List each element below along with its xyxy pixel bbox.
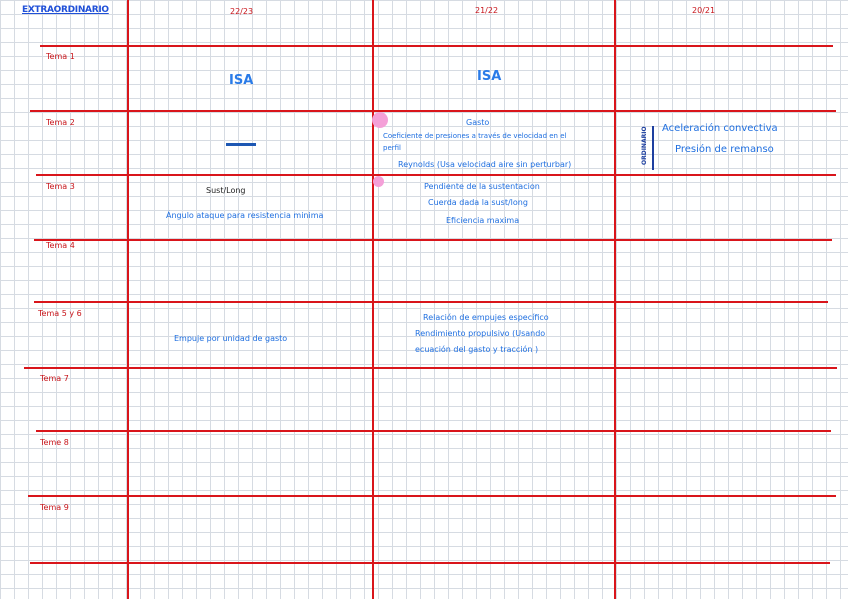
row-divider-1 <box>40 45 833 47</box>
row-label-tema-5-6: Tema 5 y 6 <box>38 309 82 318</box>
row-divider-2 <box>30 110 836 112</box>
row-divider-7 <box>36 430 831 432</box>
row-label-tema-7: Tema 7 <box>40 374 69 383</box>
cell-tema56-2122-rend-line2: ecuación del gasto y tracción ) <box>415 345 539 354</box>
row-label-tema-9: Tema 9 <box>40 503 69 512</box>
cell-tema56-2122-rend-line1: Rendimiento propulsivo (Usando <box>415 329 546 338</box>
column-header-2122: 21/22 <box>475 6 499 15</box>
highlight-dot <box>372 112 388 128</box>
cell-tema56-2122-relacion: Relación de empujes específico <box>423 313 549 322</box>
row-label-tema-4: Tema 4 <box>46 241 75 250</box>
cell-tema3-2223-angulo: Ángulo ataque para resistencia minima <box>166 211 324 220</box>
row-divider-4 <box>34 239 832 241</box>
row-divider-6 <box>24 367 837 369</box>
cell-tema3-2122-pendiente: Pendiente de la sustentacion <box>424 182 540 191</box>
column-divider-1 <box>127 0 129 599</box>
column-divider-3 <box>614 0 616 599</box>
cell-tema3-2122-eficiencia: Eficiencia maxima <box>446 216 520 225</box>
row-divider-3 <box>36 174 836 176</box>
highlight-dot-small <box>373 176 384 187</box>
column-header-2223: 22/23 <box>230 7 254 16</box>
row-label-tema-1: Tema 1 <box>46 52 75 61</box>
row-label-tema-8: Teme 8 <box>40 438 69 447</box>
cell-tema3-2122-cuerda: Cuerda dada la sust/long <box>428 198 528 207</box>
row-label-tema-2: Tema 2 <box>46 118 75 127</box>
cell-tema2-2021-presion: Presión de remanso <box>675 144 774 155</box>
row-label-tema-3: Tema 3 <box>46 182 75 191</box>
row-divider-8 <box>28 495 836 497</box>
cell-tema2-2122-gasto: Gasto <box>466 118 490 127</box>
cell-tema3-2223-sust: Sust/Long <box>206 186 246 195</box>
cell-tema1-2223-isa: ISA <box>229 73 254 88</box>
ordinario-bar <box>652 126 654 170</box>
document-title: EXTRAORDINARIO <box>22 5 109 15</box>
row-divider-5 <box>34 301 828 303</box>
row-divider-9 <box>30 562 830 564</box>
cell-tema2-2021-aceleracion: Aceleración convectiva <box>662 123 778 134</box>
column-header-2021: 20/21 <box>692 6 716 15</box>
cell-tema2-2122-coef-line1: Coeficiente de presiones a través de velocidad en el <box>383 132 567 140</box>
column-divider-2 <box>372 0 374 599</box>
cell-tema2-2122-coef-line2: perfil <box>383 144 401 152</box>
ordinario-label: ORDINARIO <box>641 126 648 165</box>
cell-tema2-2122-reynolds: Reynolds (Usa velocidad aire sin perturbar) <box>398 160 572 169</box>
dash-mark <box>226 143 256 146</box>
cell-tema56-2223-empuje: Empuje por unidad de gasto <box>174 334 288 343</box>
cell-tema1-2122-isa: ISA <box>477 69 502 84</box>
